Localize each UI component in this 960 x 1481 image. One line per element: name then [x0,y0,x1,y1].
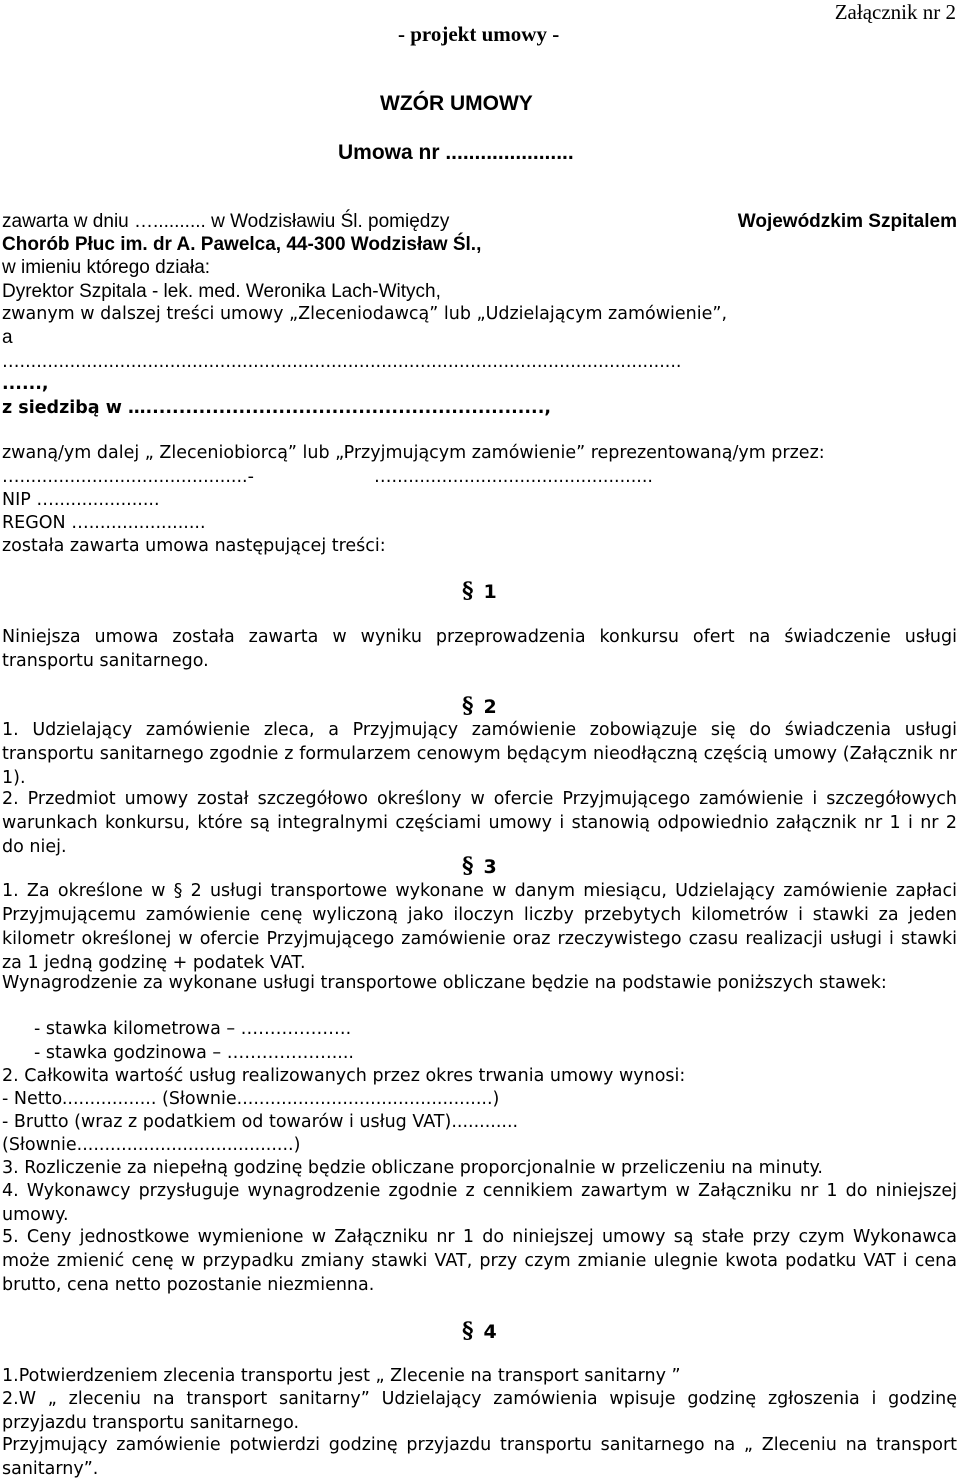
section-3-rates-intro: Wynagrodzenie za wykonane usługi transportowe obliczane będzie na podstawie poniższych stawek: [2,973,887,993]
contract-date-place: zawarta w dniu ….......... w Wodzisławiu Śl. pomiędzy [2,211,450,232]
total-value-intro: 2. Całkowita wartość usług realizowanych przez okres trwania umowy wynosi: [2,1066,686,1086]
parties-line-6: a [2,327,13,348]
contract-number: Umowa nr ...................... [338,141,574,164]
section-2-heading [462,693,497,719]
contractor-seat: z siedzibą w …............................................................, [2,398,551,418]
brutto-in-words: (Słownie.......................................) [2,1135,301,1155]
rate-per-hour: - stawka godzinowa – ……………….... [34,1043,354,1063]
section-number: 3 [483,856,497,878]
section-3-heading [462,853,497,879]
section-1-paragraph: Niniejsza umowa została zawarta w wyniku przeprowadzenia konkursu ofert na świadczenie usługi transportu sanitarnego. [2,627,957,671]
section-3-item-1: 1. Za określone w § 2 usługi transportowe wykonane w danym miesiącu, Udzielający zamówienie zapłaci Przyjmującemu zamówienie cenę wyliczoną jako iloczyn liczby przebytych kilometrów i stawki za jeden kilometr określonej w ofercie Przyjmującego zamówienie oraz rzeczywistego czasu realizacji usługi i stawki za 1 jedną godzinę + podatek VAT. [2,881,957,973]
contractor-name-blank-end: ......, [2,374,49,394]
section-number: 4 [483,1321,497,1343]
section-symbol: § [462,578,474,604]
section-number: 1 [483,581,497,603]
section-symbol: § [462,853,474,879]
parties-line-4: Dyrektor Szpitala - lek. med. Weronika Lach-Witych, [2,281,441,302]
contract-intro: została zawarta umowa następującej treści: [2,536,386,556]
section-3-item-3: 3. Rozliczenie za niepełną godzinę będzie obliczane proporcjonalnie w przeliczeniu na minuty. [2,1158,823,1178]
brutto-value: - Brutto (wraz z podatkiem od towarów i usług VAT)............ [2,1112,519,1132]
nip-field: NIP …................... [2,490,160,510]
regon-field: REGON …..................... [2,513,206,533]
hospital-name-start: Wojewódzkim Szpitalem [737,211,957,232]
netto-value: - Netto................. (Słownie..............................................) [2,1089,500,1109]
representatives-blank-2: …............................................... [374,467,653,487]
section-1-heading [462,578,497,604]
section-2-item-2: 2. Przedmiot umowy został szczegółowo określony w ofercie Przyjmującego zamówienie i szczegółowych warunkach konkursu, które są integralnymi częściami umowy i stanowią odpowiednio załącznik nr 1 i nr 2 do niej. [2,789,957,857]
section-2-item-1: 1. Udzielający zamówienie zleca, a Przyjmujący zamówienie zobowiązuje się do świadczenia usługi transportu sanitarnego zgodnie z formularzem cenowym będącym nieodłączną częścią umowy (Załącznik nr 1). [2,720,957,788]
section-4-heading [462,1318,497,1344]
section-3-item-5: 5. Ceny jednostkowe wymienione w Załączniku nr 1 do niniejszej umowy są stałe przy czym Wykonawca może zmienić cenę w przypadku zmiany stawki VAT, przy czym zmianie ulegnie kwota podatku VAT i cena brutto, cena netto pozostanie niezmienna. [2,1227,957,1295]
section-symbol: § [462,693,474,719]
contractor-designation: zwaną/ym dalej „ Zleceniobiorcą” lub „Przyjmującym zamówienie” reprezentowaną/ym przez: [2,443,825,463]
attachment-label: Załącznik nr 2 [834,0,956,24]
parties-line-1 [2,210,957,234]
representatives-blank-1: ….........................................- [2,467,254,487]
section-3-item-4: 4. Wykonawcy przysługuje wynagrodzenie zgodnie z cennikiem zawartym w Załączniku nr 1 do niniejszej umowy. [2,1181,957,1225]
section-4-item-1: 1.Potwierdzeniem zlecenia transportu jest „ Zlecenie na transport sanitarny ” [2,1366,681,1386]
parties-line-3: w imieniu którego działa: [2,257,211,278]
draft-label: - projekt umowy - [398,22,560,46]
contractor-name-blank: …....................................................................................................................... [2,352,682,372]
section-4-confirmation: Przyjmujący zamówienie potwierdzi godzinę przyjazdu transportu sanitarnego na „ Zleceniu na transport sanitarny”. [2,1435,957,1479]
section-number: 2 [483,696,497,718]
parties-line-5: zwanym w dalszej treści umowy „Zleceniodawcą” lub „Udzielającym zamówienie”, [2,304,728,324]
section-4-item-2: 2.W „ zleceniu na transport sanitarny” Udzielający zamówienia wpisuje godzinę zgłoszenia i godzinę przyjazdu transportu sanitarnego. [2,1389,957,1433]
rate-per-km: - stawka kilometrowa – ………………. [34,1019,352,1039]
document-title: WZÓR UMOWY [380,92,533,115]
section-symbol: § [462,1318,474,1344]
parties-line-2: Chorób Płuc im. dr A. Pawelca, 44-300 Wodzisław Śl., [2,234,482,255]
